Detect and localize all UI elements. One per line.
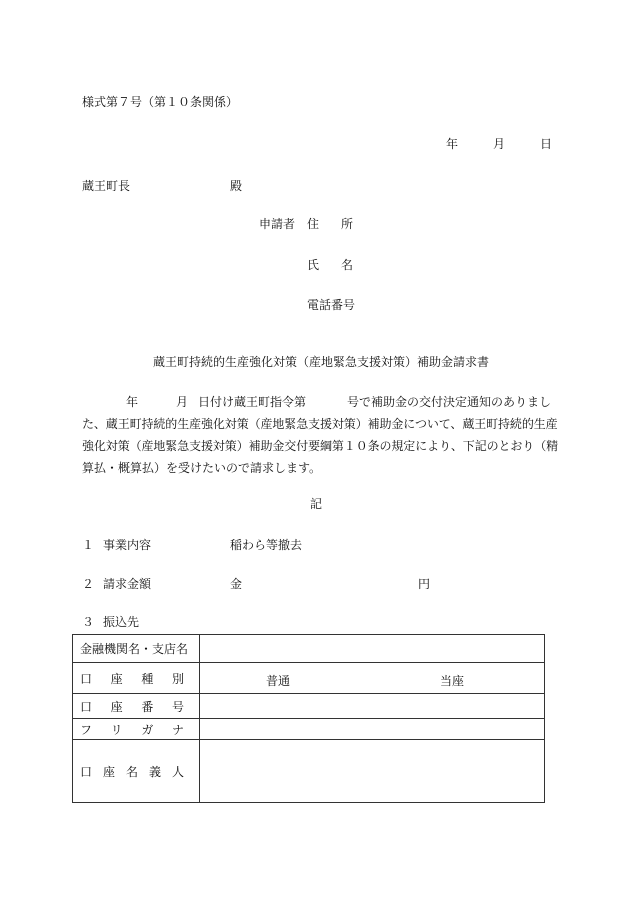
- option-ordinary[interactable]: 普通: [266, 674, 291, 688]
- address-label-char-1: 住: [307, 217, 320, 231]
- account-holder-label-char: 人: [171, 764, 184, 779]
- line1-month: 月: [176, 395, 189, 409]
- paragraph-line-3: 強化対策（産地緊急支援対策）補助金交付要綱第１０条の規定により、下記のとおり（精: [82, 439, 559, 453]
- line1-rest: 号で補助金の交付決定通知のありまし: [347, 395, 552, 409]
- furigana-label-char: フ: [80, 722, 93, 737]
- addressee-name: 蔵王町長: [82, 179, 131, 193]
- addressee-honorific: 殿: [230, 179, 243, 193]
- account-number-label-char: 号: [171, 699, 184, 714]
- account-type-label-char: 種: [141, 671, 154, 686]
- account-number-field[interactable]: [200, 694, 545, 719]
- item-1-number: １: [82, 538, 95, 552]
- account-holder-label-char: 義: [148, 764, 161, 779]
- table-row-bank-branch: [73, 635, 545, 663]
- item-1-label: 事業内容: [103, 538, 152, 552]
- account-holder-field[interactable]: [200, 740, 545, 803]
- item-2-label: 請求金額: [103, 577, 152, 591]
- paragraph-line-2: た、蔵王町持続的生産強化対策（産地緊急支援対策）補助金について、蔵王町持続的生産: [82, 417, 558, 431]
- account-type-label-char: 口: [80, 671, 93, 686]
- item-2-number: ２: [82, 577, 95, 591]
- phone-label: 電話番号: [307, 298, 356, 312]
- bank-account-table: [72, 634, 545, 803]
- account-number-label-char: 番: [141, 699, 154, 714]
- item-3-label: 振込先: [103, 615, 140, 629]
- name-label-char-1: 氏: [307, 258, 320, 272]
- account-type-label-char: 別: [171, 671, 184, 686]
- address-label-char-2: 所: [341, 217, 354, 231]
- furigana-label-char: ナ: [171, 722, 184, 737]
- line1-day-ref: 日付け蔵王町指令第: [198, 395, 307, 409]
- paragraph-line-4: 算払・概算払）を受けたいので請求します。: [82, 461, 322, 475]
- bank-branch-field[interactable]: [200, 635, 545, 663]
- furigana-label-char: ガ: [141, 722, 154, 737]
- bank-branch-label: 金融機関名・支店名: [73, 635, 200, 663]
- document-title: 蔵王町持続的生産強化対策（産地緊急支援対策）補助金請求書: [153, 355, 490, 369]
- account-number-label: [73, 694, 200, 719]
- table-row-furigana: [73, 719, 545, 740]
- date-day-label: 日: [540, 137, 553, 151]
- form-number: 様式第７号（第１０条関係）: [82, 95, 239, 109]
- applicant-label: 申請者: [259, 217, 296, 231]
- account-number-label-char: 口: [80, 699, 93, 714]
- furigana-label: [73, 719, 200, 740]
- name-label-char-2: 名: [341, 258, 354, 272]
- table-row-account-holder: [73, 740, 545, 803]
- table-row-account-number: [73, 694, 545, 719]
- account-holder-label-char: 口: [80, 764, 93, 779]
- furigana-field[interactable]: [200, 719, 545, 740]
- line1-year: 年: [126, 395, 139, 409]
- option-checking[interactable]: 当座: [440, 674, 465, 688]
- account-type-label-char: 座: [110, 671, 123, 686]
- item-3-number: ３: [82, 615, 95, 629]
- item-1-value: 稲わら等撤去: [230, 538, 303, 552]
- date-month-label: 月: [493, 137, 506, 151]
- account-type-field: [200, 663, 545, 694]
- account-type-label: [73, 663, 200, 694]
- account-holder-label-char: 座: [102, 764, 115, 779]
- date-year-label: 年: [446, 137, 459, 151]
- account-holder-label-char: 名: [125, 764, 138, 779]
- account-holder-label: [73, 740, 200, 803]
- ki-heading: 記: [310, 497, 323, 511]
- account-number-label-char: 座: [110, 699, 123, 714]
- item-2-unit: 円: [418, 577, 431, 591]
- item-2-value: 金: [230, 577, 243, 591]
- table-row-account-type: [73, 663, 545, 694]
- furigana-label-char: リ: [110, 722, 123, 737]
